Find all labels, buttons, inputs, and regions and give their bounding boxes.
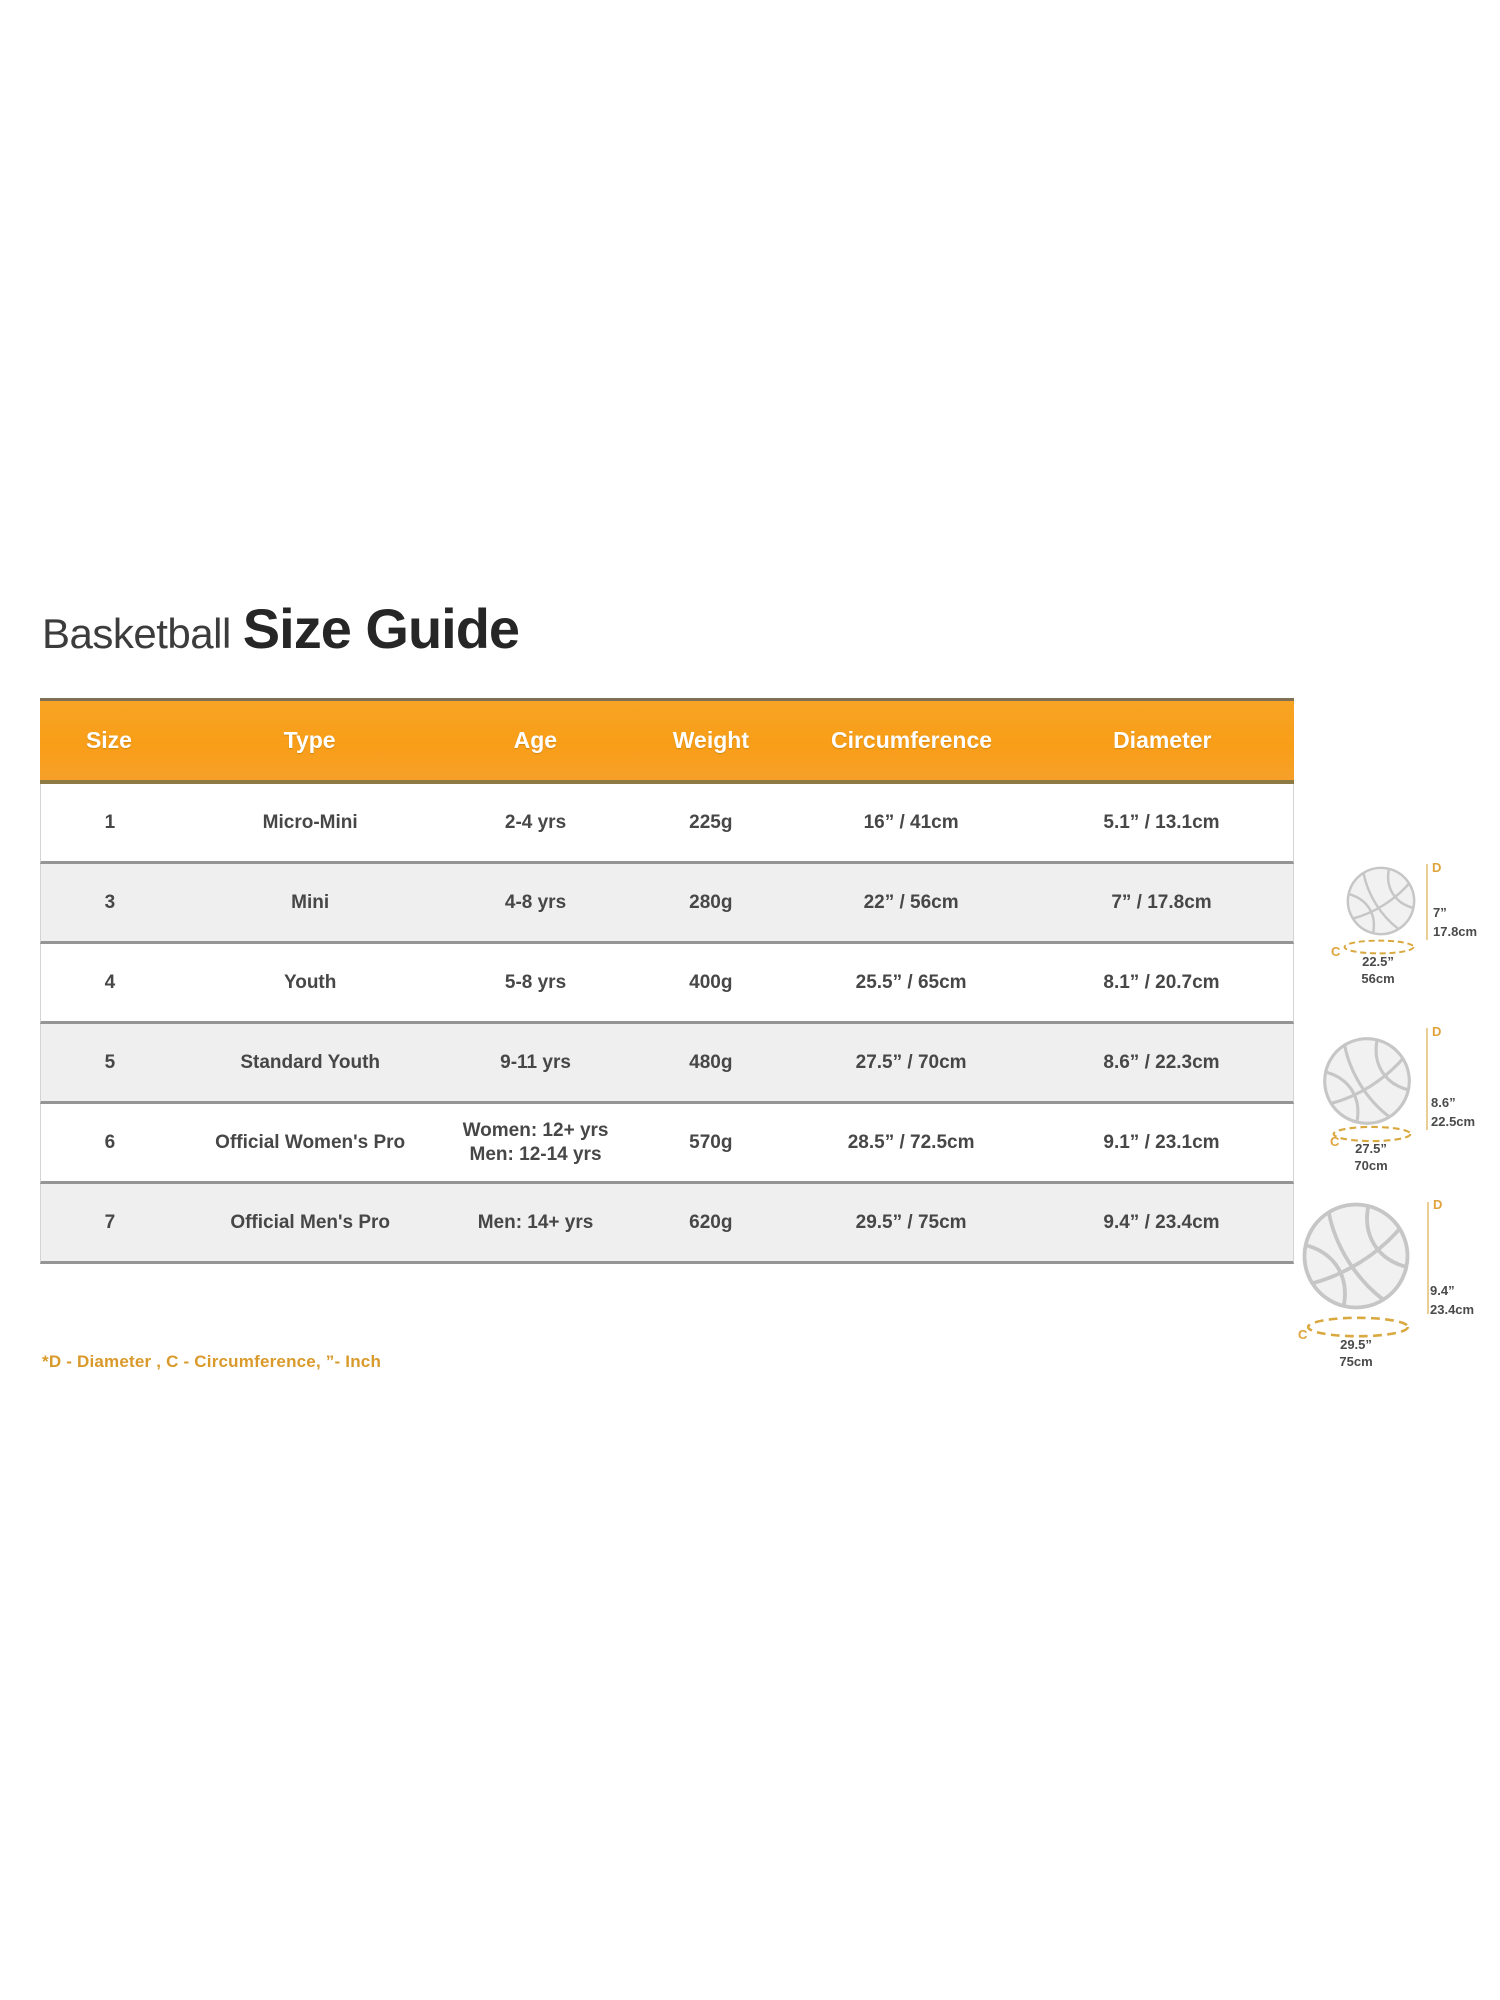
diameter-inches: 9.4” [1430,1283,1455,1298]
column-header-age: Age [513,727,558,753]
cell-age [442,891,630,915]
diameter-letter: D [1432,860,1442,875]
cell-weight: 620g [689,1211,733,1233]
cell-weight: 480g [689,1051,733,1073]
page-title-light: Basketball [42,610,231,657]
circumference-letter: C [1331,944,1341,959]
table-header-row [40,698,1294,784]
column-header-type: Type [283,727,336,753]
diameter-line [1427,1202,1429,1314]
age-line: Men: 14+ yrs [477,1211,594,1233]
legend-footnote: *D - Diameter , C - Circumference, ”- Inch [42,1352,382,1371]
age-line: Women: 12+ yrs [462,1119,609,1141]
column-header-diameter: Diameter [1113,727,1212,753]
age-line: 2-4 yrs [504,811,567,833]
cell-type: Youth [283,971,337,993]
cell-weight: 400g [689,971,733,993]
diameter-cm: 22.5cm [1431,1114,1476,1129]
circumference-cm: 56cm [1361,971,1395,986]
diameter-cm: 23.4cm [1430,1302,1475,1317]
page-title [42,596,519,661]
cell-diameter: 7” / 17.8cm [1111,891,1212,913]
cell-diameter: 9.4” / 23.4cm [1103,1211,1220,1233]
circumference-cm: 75cm [1339,1354,1373,1369]
diameter-line [1426,864,1428,940]
cell-circumference: 29.5” / 75cm [855,1211,967,1233]
table-row [40,864,1294,944]
circumference-inches: 27.5” [1355,1141,1387,1156]
cell-type: Standard Youth [240,1051,381,1073]
age-line: 4-8 yrs [504,891,567,913]
diameter-inches: 8.6” [1431,1095,1456,1110]
age-line: Men: 12-14 yrs [469,1143,602,1165]
cell-type: Mini [291,891,330,913]
cell-size: 5 [104,1051,116,1073]
cell-age [442,1211,630,1235]
table-row [40,944,1294,1024]
basketball-icon [1345,865,1417,937]
table-row [40,1104,1294,1184]
cell-circumference: 25.5” / 65cm [855,971,967,993]
circumference-letter: C [1330,1134,1340,1149]
table-row [40,1024,1294,1104]
diameter-letter: D [1433,1197,1443,1212]
diameter-line [1426,1028,1428,1130]
cell-size: 3 [104,891,116,913]
age-line: 9-11 yrs [500,1051,571,1073]
cell-weight: 570g [689,1131,733,1153]
cell-size: 7 [104,1211,116,1233]
cell-size: 1 [104,811,116,833]
cell-diameter: 8.6” / 22.3cm [1103,1051,1220,1073]
circumference-inches: 22.5” [1362,954,1394,969]
size-guide-table [40,698,1294,1264]
circumference-letter: C [1298,1327,1308,1342]
cell-circumference: 27.5” / 70cm [855,1051,967,1073]
page-title-bold: Size Guide [242,597,520,660]
cell-circumference: 22” / 56cm [863,891,959,913]
basketball-icon [1300,1200,1412,1312]
cell-type: Micro-Mini [262,811,358,833]
cell-type: Official Men's Pro [230,1211,391,1233]
cell-age [442,1051,630,1075]
cell-size: 6 [104,1131,116,1153]
cell-diameter: 5.1” / 13.1cm [1103,811,1220,833]
diameter-letter: D [1432,1024,1442,1039]
cell-type: Official Women's Pro [215,1131,406,1153]
circumference-inches: 29.5” [1340,1337,1372,1352]
table-row [40,1184,1294,1264]
table-row [40,784,1294,864]
age-line: 5-8 yrs [504,971,567,993]
cell-weight: 225g [689,811,733,833]
cell-weight: 280g [689,891,733,913]
column-header-weight: Weight [672,727,749,753]
cell-circumference: 28.5” / 72.5cm [847,1131,975,1153]
cell-diameter: 9.1” / 23.1cm [1103,1131,1220,1153]
column-header-circumference: Circumference [830,727,993,753]
diameter-inches: 7” [1433,905,1447,920]
cell-size: 4 [104,971,116,993]
column-header-size: Size [85,727,132,753]
cell-age [442,971,630,995]
cell-circumference: 16” / 41cm [863,811,959,833]
cell-diameter: 8.1” / 20.7cm [1103,971,1220,993]
cell-age [442,1119,630,1167]
diameter-cm: 17.8cm [1433,924,1478,939]
circumference-cm: 70cm [1354,1158,1388,1173]
cell-age [442,811,630,835]
basketball-icon [1321,1035,1413,1127]
